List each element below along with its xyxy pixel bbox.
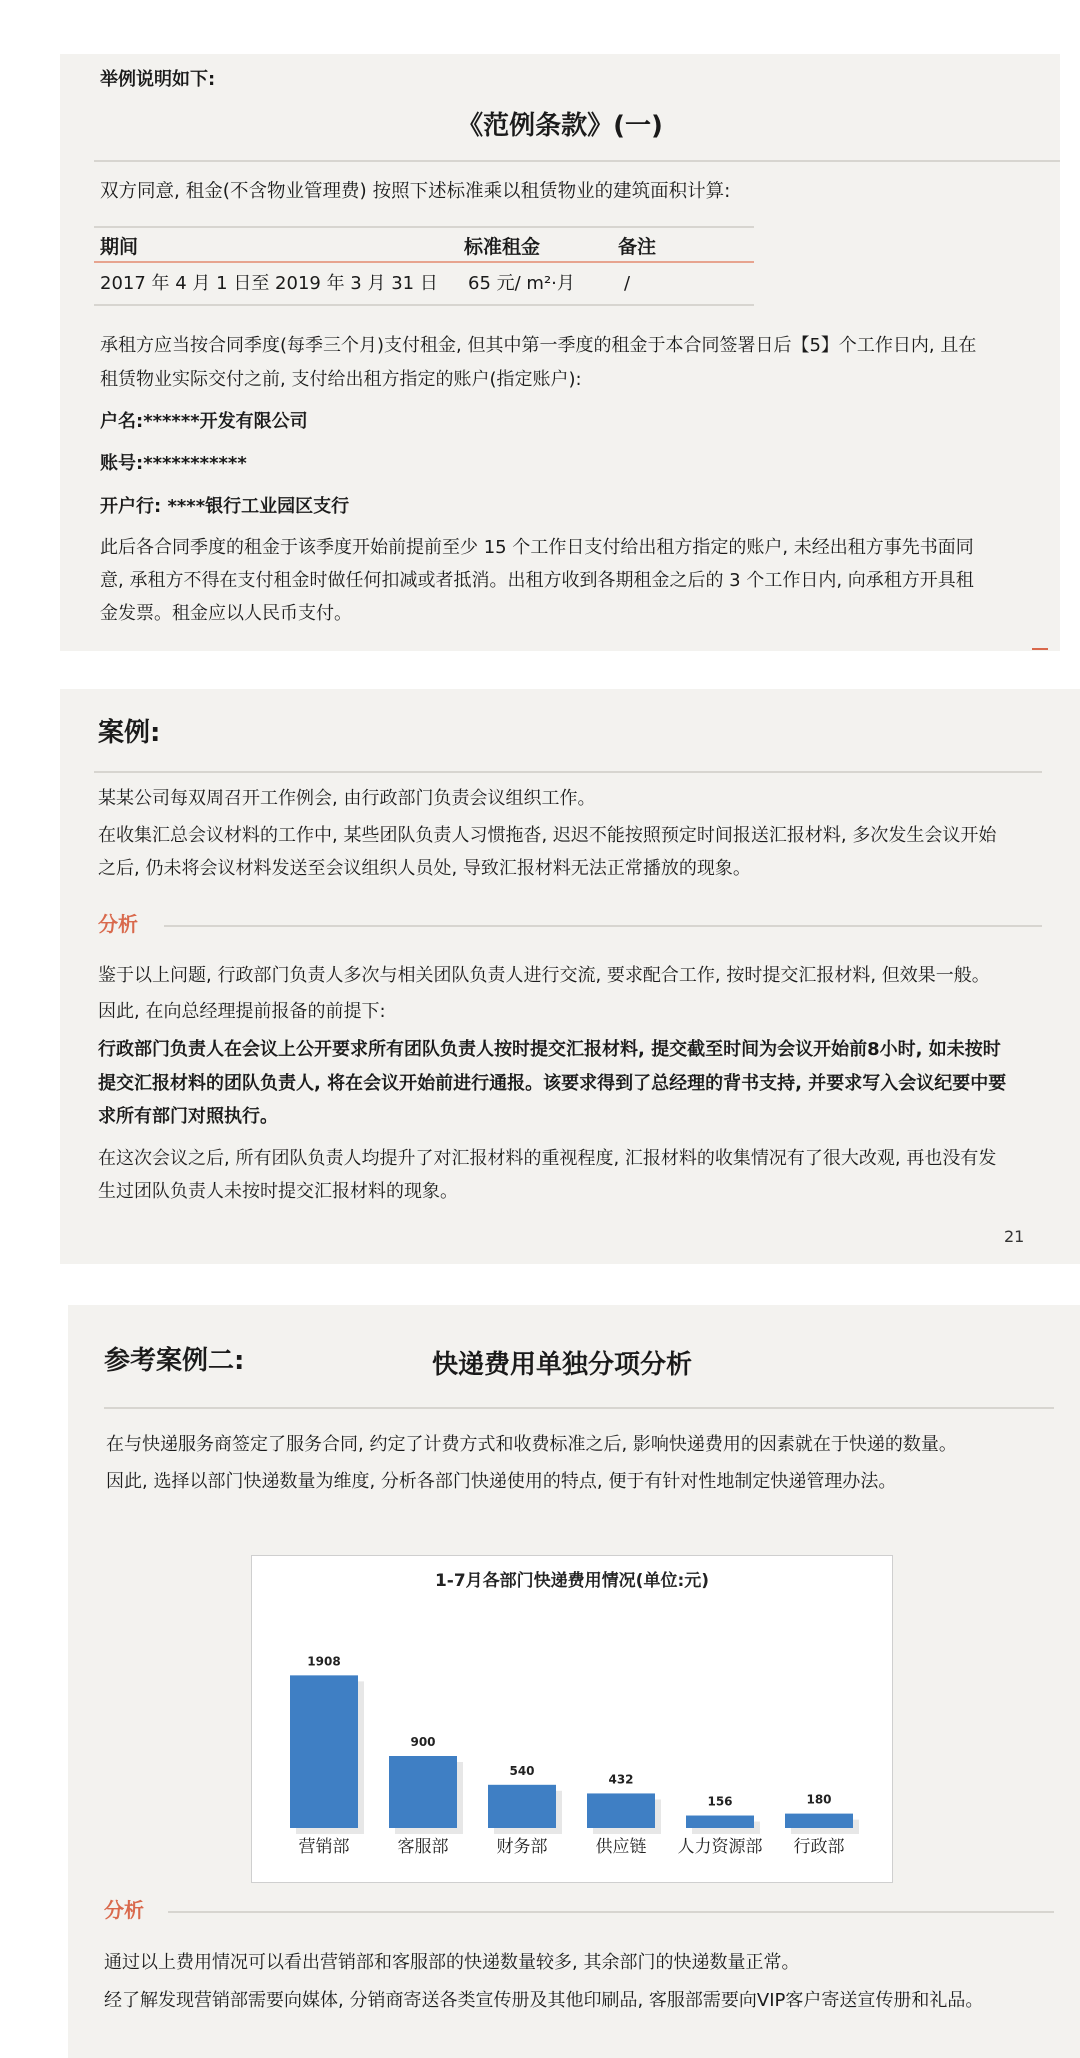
category-label-4: 人力资源部 [677, 1837, 763, 1857]
category-label-1: 客服部 [397, 1837, 449, 1857]
bar-1 [389, 1756, 457, 1828]
case-study-panel [60, 689, 1080, 1264]
intro-label: 举例说明如下: [100, 69, 216, 90]
rent-intro-line: 双方同意, 租金(不含物业管理费) 按照下述标准乘以租赁物业的建筑面积计算: [100, 181, 731, 202]
bar-3 [587, 1793, 655, 1828]
category-label-5: 行政部 [793, 1837, 845, 1857]
ref-analysis-label: 分析 [104, 1898, 144, 1922]
result-line-2: 生过团队负责人未按时提交汇报材料的现象。 [98, 1181, 458, 1202]
corner-red-mark [1032, 648, 1048, 650]
bar-value-label-3: 432 [608, 1772, 634, 1787]
chart-svg [252, 1556, 892, 1882]
chart-title: 1-7月各部门快递费用情况(单位:元) [434, 1571, 710, 1591]
analysis-line-2: 因此, 在向总经理提前报备的前提下: [98, 1001, 386, 1022]
table-header-note: 备注 [618, 236, 657, 258]
chart-bars [290, 1654, 859, 1857]
table-header-period: 期间 [100, 236, 139, 258]
table-cell-period: 2017 年 4 月 1 日至 2019 年 3 月 31 日 [100, 273, 438, 294]
ref-conclusion-line-1: 通过以上费用情况可以看出营销部和客服部的快递数量较多, 其余部门的快递数量正常。 [104, 1952, 800, 1973]
case-para-line-1: 在收集汇总会议材料的工作中, 某些团队负责人习惯拖沓, 迟迟不能按照预定时间报送汇报材料, 多次发生会议开始 [98, 825, 997, 846]
account-name: 户名:******开发有限公司 [100, 411, 308, 432]
ref-case-divider [104, 1407, 1054, 1409]
case-heading: 案例: [98, 718, 161, 748]
payment-para-line-1: 承租方应当按合同季度(每季三个月)支付租金, 但其中第一季度的租金于本合同签署日后【5】个工作日内, 且在 [100, 335, 977, 356]
bar-value-label-4: 156 [707, 1794, 733, 1809]
category-label-0: 营销部 [298, 1837, 350, 1857]
ref-conclusion-line-2: 经了解发现营销部需要向媒体, 分销商寄送各类宣传册及其他印刷品, 客服部需要向VIP客户寄送宣传册和礼品。 [104, 1990, 984, 2011]
payment-para2-line-1: 此后各合同季度的租金于该季度开始前提前至少 15 个工作日支付给出租方指定的账户, 未经出租方事先书面同 [100, 537, 974, 558]
bar-2 [488, 1785, 556, 1828]
table-top-rule [94, 226, 754, 228]
table-cell-rent: 65 元/ m²·月 [468, 273, 575, 294]
account-number: 账号:*********** [100, 453, 247, 474]
case-para-line-2: 之后, 仍未将会议材料发送至会议组织人员处, 导致汇报材料无法正常播放的现象。 [98, 858, 751, 879]
bar-value-label-2: 540 [509, 1763, 535, 1778]
express-cost-panel [68, 1305, 1080, 2058]
page-number: 21 [1004, 1227, 1025, 1246]
analysis-divider [164, 925, 1042, 927]
measure-line-1: 行政部门负责人在会议上公开要求所有团队负责人按时提交汇报材料, 提交截至时间为会议开始前8小时, 如未按时 [98, 1039, 1001, 1060]
ref-case-heading: 参考案例二: [104, 1346, 245, 1376]
table-cell-note: / [624, 273, 631, 294]
payment-para2-line-3: 金发票。租金应以人民币支付。 [100, 603, 352, 624]
bank-name: 开户行: ****银行工业园区支行 [100, 496, 350, 517]
case-heading-divider [94, 771, 1042, 773]
express-cost-chart [251, 1555, 893, 1883]
table-header-rent: 标准租金 [464, 236, 541, 258]
case-line-1: 某某公司每双周召开工作例会, 由行政部门负责会议组织工作。 [98, 788, 596, 809]
payment-para2-line-2: 意, 承租方不得在支付租金时做任何扣减或者抵消。出租方收到各期租金之后的 3 个工作日内, 向承租方开具租 [100, 570, 974, 591]
clause-title: 《范例条款》(一) [457, 111, 663, 141]
payment-para-line-2: 租赁物业实际交付之前, 支付给出租方指定的账户(指定账户): [100, 369, 582, 390]
bar-4 [686, 1816, 754, 1828]
table-header-rule [94, 261, 754, 263]
bar-5 [785, 1814, 853, 1828]
bar-0 [290, 1675, 358, 1828]
bar-value-label-1: 900 [410, 1735, 436, 1749]
table-bottom-rule [94, 304, 754, 306]
ref-case-title: 快递费用单独分项分析 [432, 1350, 693, 1380]
contract-example-panel [60, 54, 1060, 651]
ref-line-2: 因此, 选择以部门快递数量为维度, 分析各部门快递使用的特点, 便于有针对性地制定快递管理办法。 [106, 1471, 897, 1492]
category-label-3: 供应链 [595, 1837, 647, 1857]
bar-value-label-0: 1908 [307, 1654, 341, 1669]
analysis-line-1: 鉴于以上问题, 行政部门负责人多次与相关团队负责人进行交流, 要求配合工作, 按时提交汇报材料, 但效果一般。 [98, 965, 990, 986]
bar-value-label-5: 180 [806, 1792, 832, 1807]
result-line-1: 在这次会议之后, 所有团队负责人均提升了对汇报材料的重视程度, 汇报材料的收集情况有了很大改观, 再也没有发 [98, 1148, 997, 1169]
measure-line-2: 提交汇报材料的团队负责人, 将在会议开始前进行通报。该要求得到了总经理的背书支持, 并要求写入会议纪要中要 [98, 1073, 1007, 1094]
category-label-2: 财务部 [496, 1837, 548, 1857]
analysis-label: 分析 [98, 912, 138, 936]
ref-analysis-divider [168, 1911, 1054, 1913]
measure-line-3: 求所有部门对照执行。 [98, 1106, 278, 1127]
ref-line-1: 在与快递服务商签定了服务合同, 约定了计费方式和收费标准之后, 影响快递费用的因素就在于快递的数量。 [106, 1434, 957, 1455]
title-divider [94, 160, 1060, 162]
